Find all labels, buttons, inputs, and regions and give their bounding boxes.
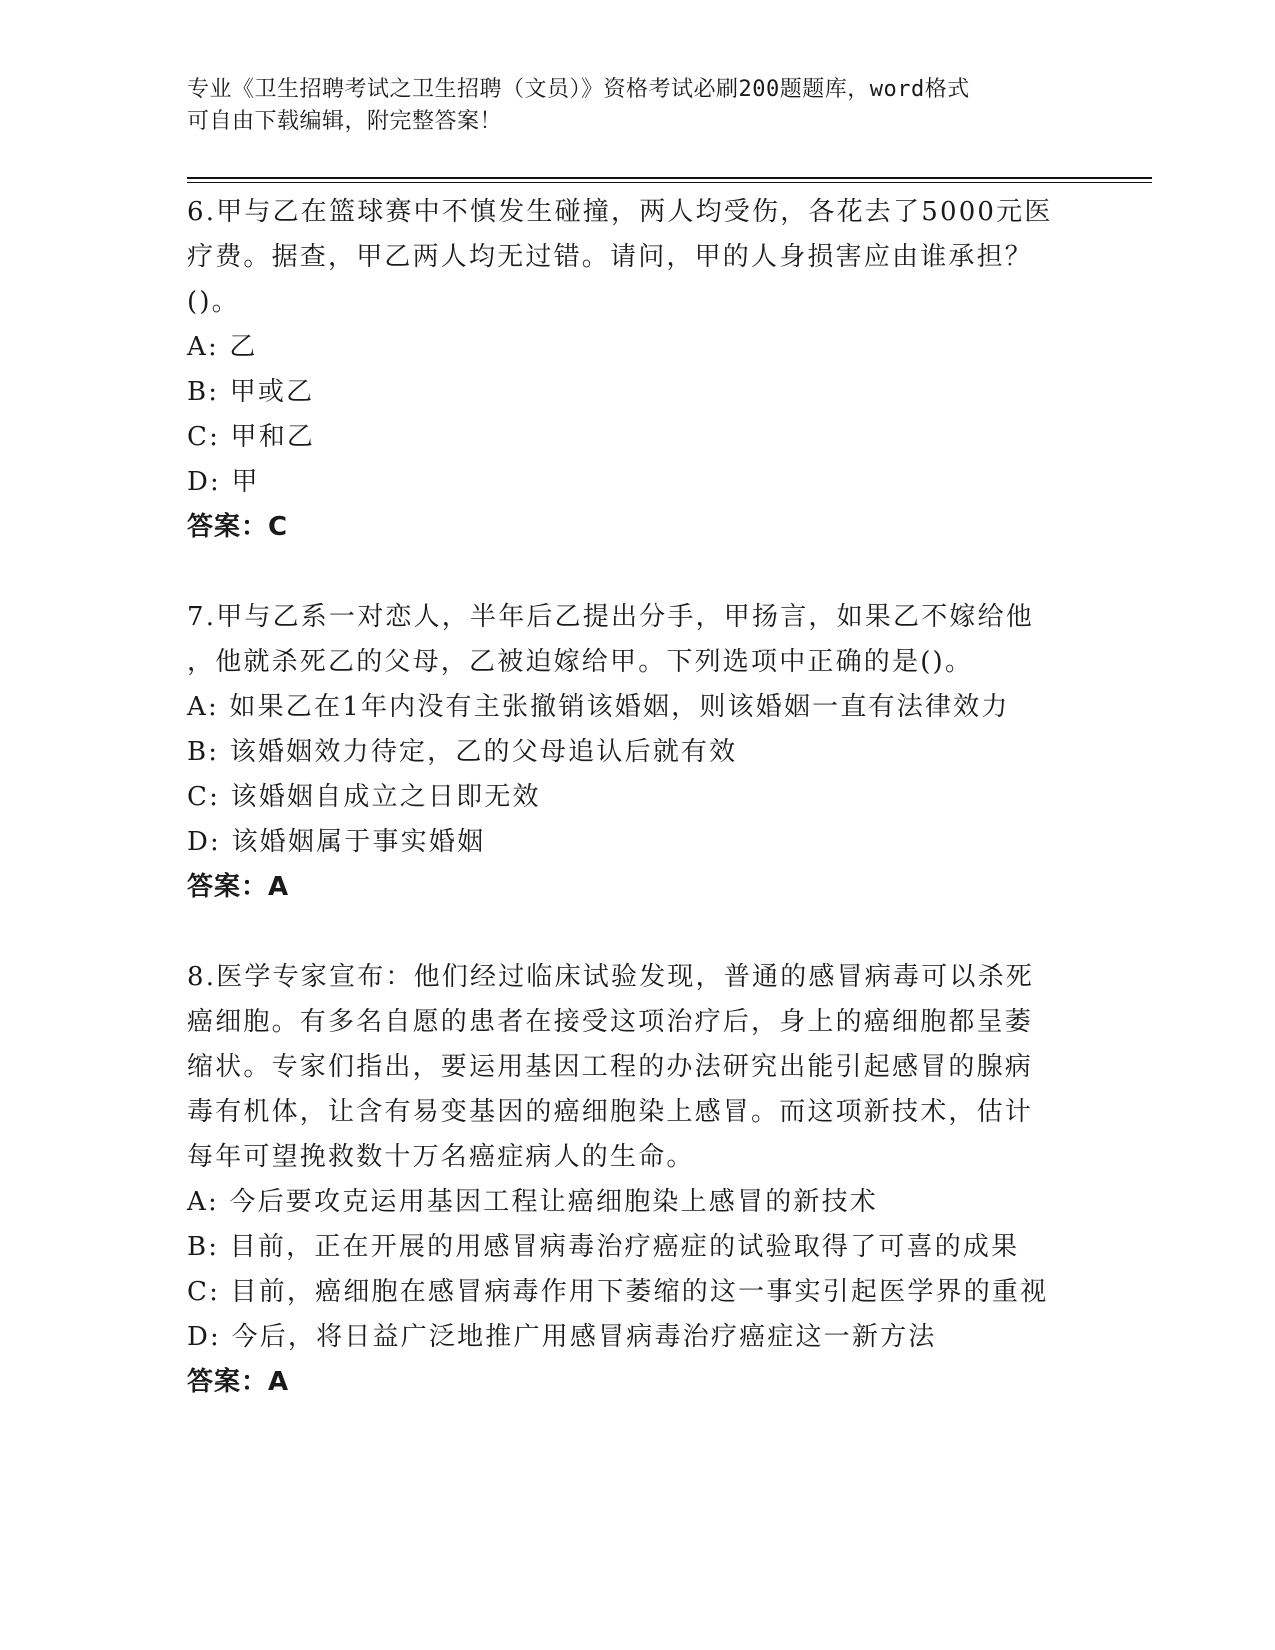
option-a: A: 今后要攻克运用基因工程让癌细胞染上感冒的新技术 — [187, 1187, 879, 1217]
answer-label: 答案：A — [187, 872, 290, 902]
question-stem-line: ()。 — [187, 287, 240, 317]
answer-label: 答案：A — [187, 1367, 290, 1397]
option-d: D: 该婚姻属于事实婚姻 — [187, 827, 486, 857]
option-c: C: 目前，癌细胞在感冒病毒作用下萎缩的这一事实引起医学界的重视 — [187, 1277, 1049, 1307]
question-6 — [187, 190, 1087, 550]
question-spacer — [187, 910, 1087, 955]
header-line-1: 专业《卫生招聘考试之卫生招聘（文员）》资格考试必刷200题题库，word格式 — [187, 77, 970, 102]
question-spacer — [187, 550, 1087, 595]
header-divider-thick — [187, 177, 1152, 179]
question-7 — [187, 595, 1087, 910]
option-d: D: 今后，将日益广泛地推广用感冒病毒治疗癌症这一新方法 — [187, 1322, 937, 1352]
header-divider-thin — [187, 182, 1152, 183]
question-stem-line: 6.甲与乙在篮球赛中不慎发生碰撞，两人均受伤，各花去了5000元医 — [187, 197, 1053, 227]
question-stem-line: 缩状。专家们指出，要运用基因工程的办法研究出能引起感冒的腺病 — [187, 1052, 1034, 1082]
question-stem-line: 疗费。据查，甲乙两人均无过错。请问，甲的人身损害应由谁承担？ — [187, 242, 1034, 272]
question-stem-line: 每年可望挽救数十万名癌症病人的生命。 — [187, 1142, 695, 1172]
option-a: A: 如果乙在1年内没有主张撤销该婚姻，则该婚姻一直有法律效力 — [187, 692, 1010, 722]
answer-label: 答案：C — [187, 512, 289, 542]
question-stem-line: 癌细胞。有多名自愿的患者在接受这项治疗后，身上的癌细胞都呈萎 — [187, 1007, 1034, 1037]
question-stem-line: 7.甲与乙系一对恋人，半年后乙提出分手，甲扬言，如果乙不嫁给他 — [187, 602, 1035, 632]
option-b: B: 目前，正在开展的用感冒病毒治疗癌症的试验取得了可喜的成果 — [187, 1232, 1020, 1262]
question-stem-line: ，他就杀死乙的父母，乙被迫嫁给甲。下列选项中正确的是()。 — [187, 647, 974, 677]
question-8 — [187, 955, 1087, 1405]
header-line-2: 可自由下载编辑，附完整答案！ — [187, 109, 503, 134]
option-c: C: 甲和乙 — [187, 422, 316, 452]
option-a: A: 乙 — [187, 332, 258, 362]
question-stem-line: 8.医学专家宣布：他们经过临床试验发现，普通的感冒病毒可以杀死 — [187, 962, 1035, 992]
option-d: D: 甲 — [187, 467, 260, 497]
option-c: C: 该婚姻自成立之日即无效 — [187, 782, 541, 812]
option-b: B: 甲或乙 — [187, 377, 315, 407]
question-stem-line: 毒有机体，让含有易变基因的癌细胞染上感冒。而这项新技术，估计 — [187, 1097, 1034, 1127]
question-list — [187, 190, 1087, 1405]
option-b: B: 该婚姻效力待定，乙的父母追认后就有效 — [187, 737, 738, 767]
document-header — [187, 74, 1067, 138]
